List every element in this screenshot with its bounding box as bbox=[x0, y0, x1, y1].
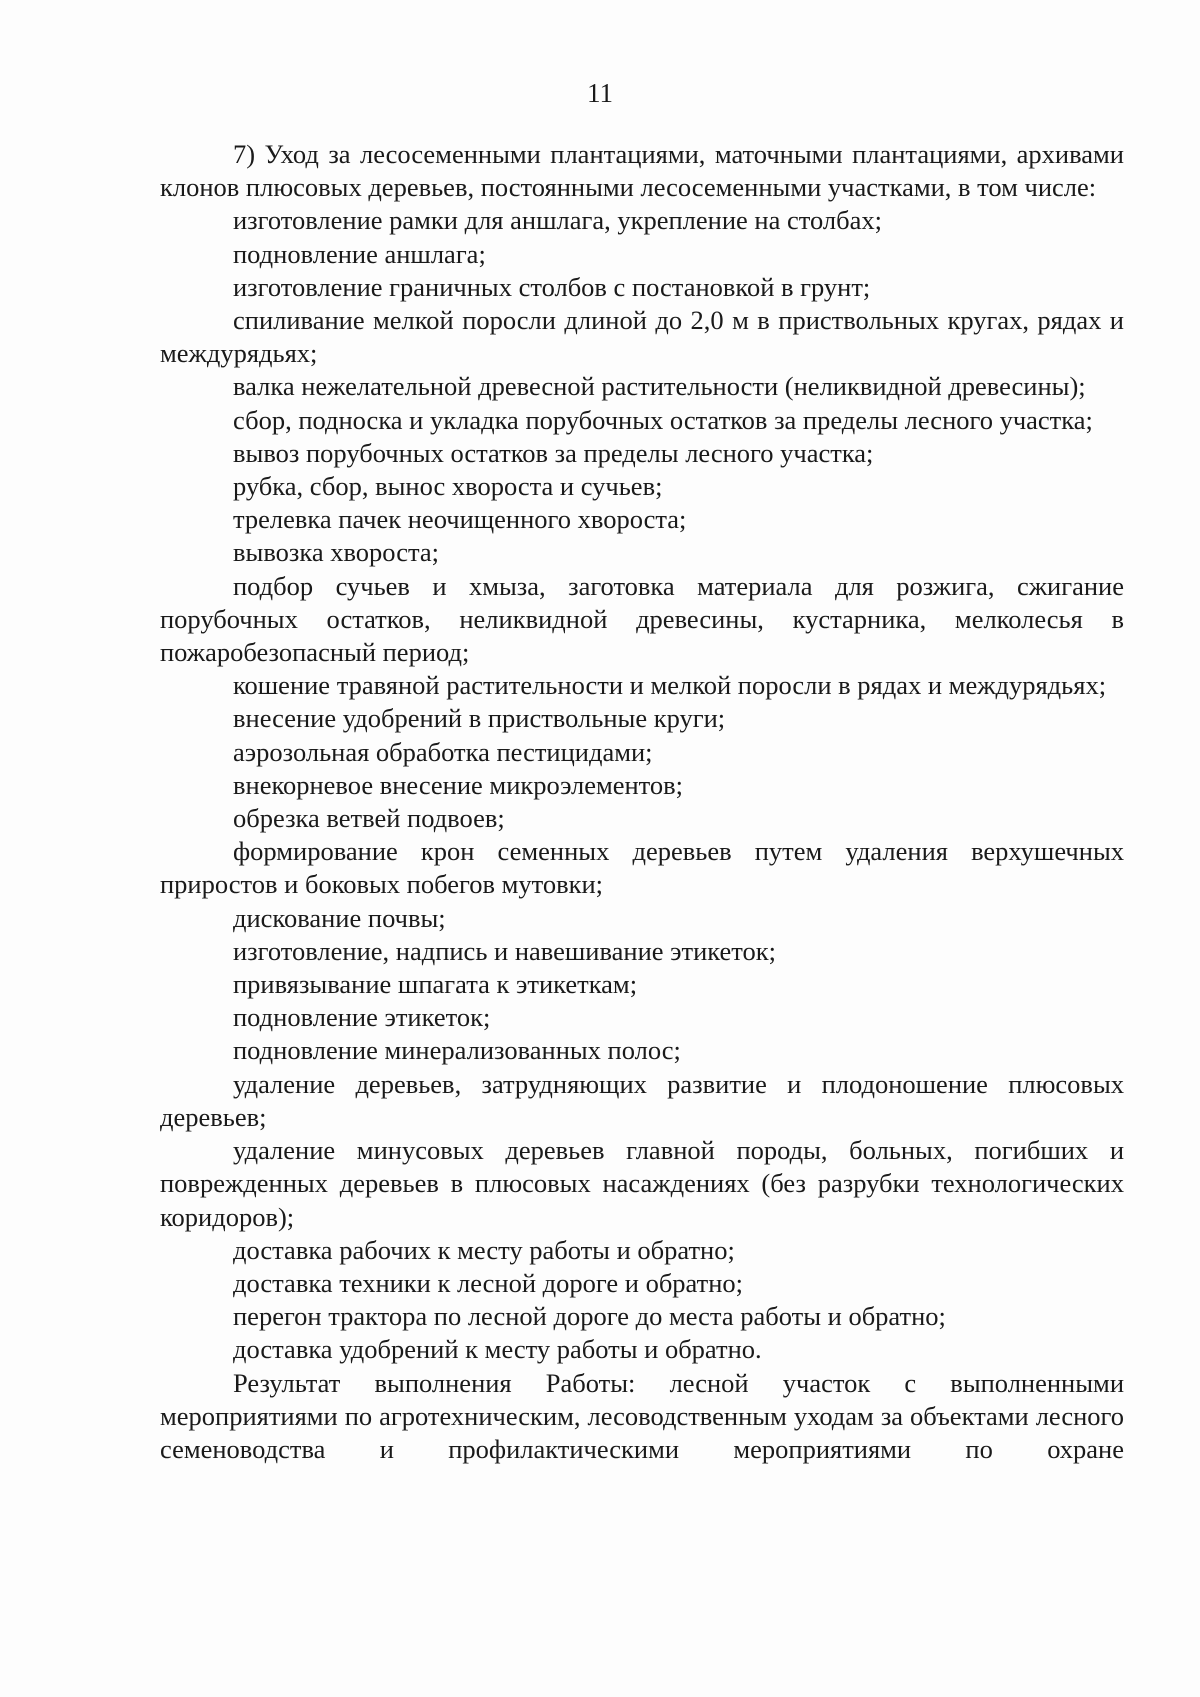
list-item: внекорневое внесение микроэлементов; bbox=[233, 769, 684, 800]
list-item: трелевка пачек неочищенного хвороста; bbox=[233, 504, 687, 535]
list-item: перегон трактора по лесной дороге до места работы и обратно; bbox=[233, 1301, 946, 1332]
list-item: дискование почвы; bbox=[233, 902, 446, 933]
list-item: спиливание мелкой поросли длиной до 2,0 м в приствольных кругах, рядах и междурядьях; bbox=[160, 305, 1124, 369]
list-item: аэрозольная обработка пестицидами; bbox=[233, 736, 653, 767]
list-item: привязывание шпагата к этикеткам; bbox=[233, 969, 638, 1000]
list-item: внесение удобрений в приствольные круги; bbox=[233, 703, 726, 734]
list-item: рубка, сбор, вынос хвороста и сучьев; bbox=[233, 471, 663, 502]
list-item: вывозка хвороста; bbox=[233, 537, 440, 568]
list-item: подновление этикеток; bbox=[233, 1002, 491, 1033]
list-item: подновление минерализованных полос; bbox=[233, 1035, 681, 1066]
list-item: удаление минусовых деревьев главной породы, больных, погибших и поврежденных деревьев в плюсовых насаждениях (без разрубки технологических коридоров); bbox=[160, 1135, 1124, 1232]
list-item: обрезка ветвей подвоев; bbox=[233, 803, 505, 834]
page-number: 11 bbox=[587, 78, 613, 108]
list-item: кошение травяной растительности и мелкой поросли в рядах и междурядьях; bbox=[233, 670, 1107, 701]
list-item: подновление аншлага; bbox=[233, 238, 486, 269]
list-item: сбор, подноска и укладка порубочных остатков за пределы лесного участка; bbox=[233, 404, 1093, 435]
list-item: валка нежелательной древесной растительности (неликвидной древесины); bbox=[233, 371, 1086, 402]
list-item: доставка удобрений к месту работы и обратно. bbox=[233, 1334, 762, 1365]
list-item: доставка рабочих к месту работы и обратно; bbox=[233, 1234, 735, 1265]
document-body bbox=[160, 138, 1124, 1466]
result-paragraph: Результат выполнения Работы: лесной участок с выполненными мероприятиями по агротехническим, лесоводственным уходам за объектами лесного семеноводства и профилактическими мероприятиями по охране bbox=[160, 1367, 1124, 1464]
list-item: формирование крон семенных деревьев путем удаления верхушечных приростов и боковых побегов мутовки; bbox=[160, 836, 1124, 900]
list-item: подбор сучьев и хмыза, заготовка материала для розжига, сжигание порубочных остатков, неликвидной древесины, кустарника, мелколесья в пожаробезопасный период; bbox=[160, 570, 1124, 668]
list-item: вывоз порубочных остатков за пределы лесного участка; bbox=[233, 437, 874, 468]
list-item: удаление деревьев, затрудняющих развитие и плодоношение плюсовых деревьев; bbox=[160, 1068, 1124, 1132]
list-item: доставка техники к лесной дороге и обратно; bbox=[233, 1267, 744, 1298]
list-item: изготовление рамки для аншлага, укрепление на столбах; bbox=[233, 205, 882, 236]
paragraph-item-7-heading: 7) Уход за лесосеменными плантациями, маточными плантациями, архивами клонов плюсовых деревьев, постоянными лесосеменными участками, в том числе: bbox=[160, 139, 1124, 203]
list-item: изготовление, надпись и навешивание этикеток; bbox=[233, 935, 776, 966]
list-item: изготовление граничных столбов с постановкой в грунт; bbox=[233, 271, 871, 302]
